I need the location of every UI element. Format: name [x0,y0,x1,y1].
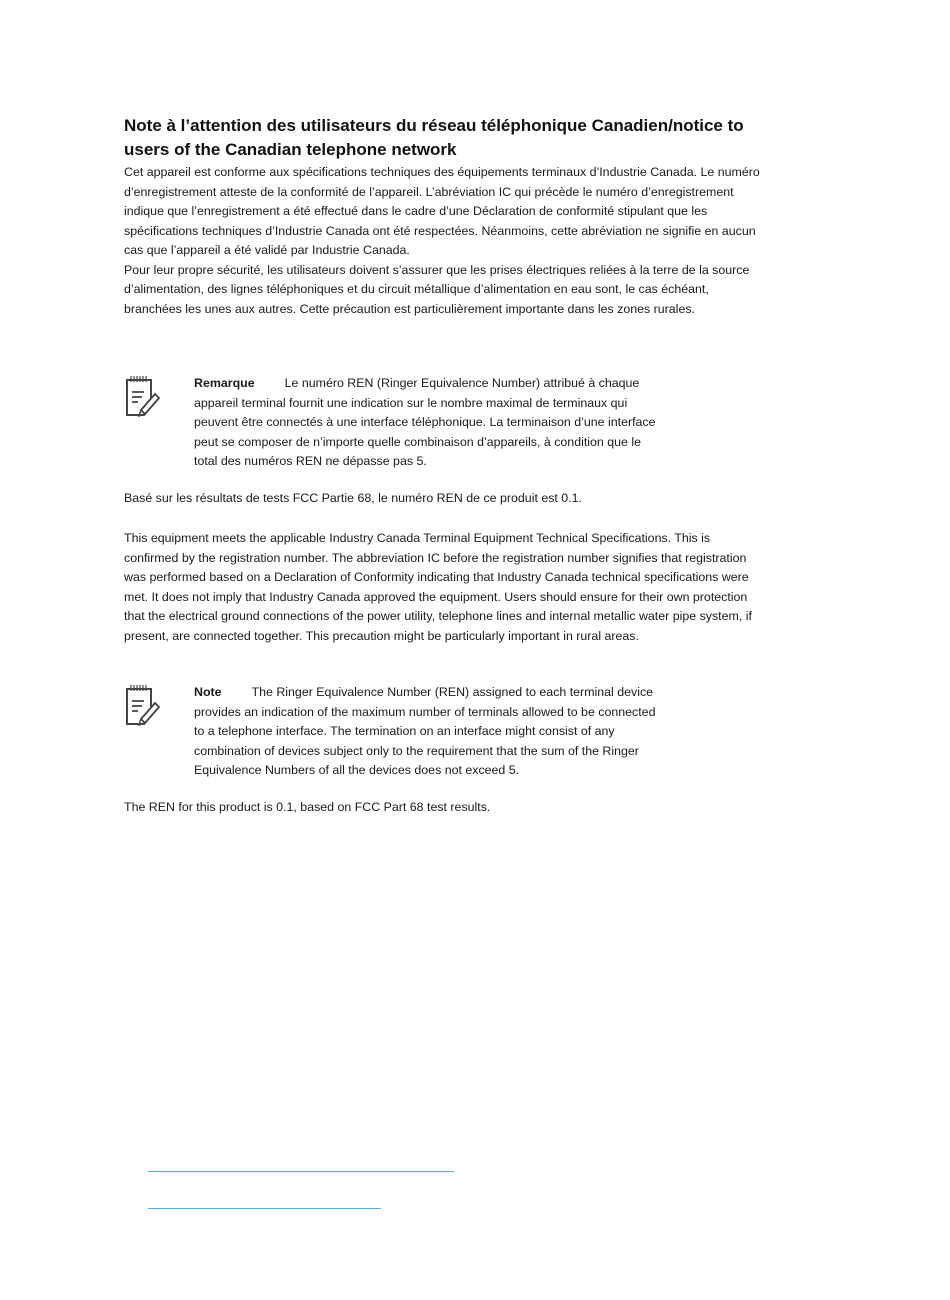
english-note-line-4: combination of devices subject only to the requirement that the sum of the Ringer [194,743,639,758]
french-note-line-1: Le numéro REN (Ringer Equivalence Number) attribué à chaque [284,376,640,390]
english-note-line-5: Equivalence Numbers of all the devices does not exceed 5. [194,763,520,777]
french-note-text [194,374,656,472]
english-note-line-1: The Ringer Equivalence Number (REN) assigned to each terminal device [251,685,654,699]
french-note-line-2: appareil terminal fournit une indication sur le nombre maximal de terminaux qui [194,395,628,410]
note-pencil-icon [124,683,160,729]
page-title [124,114,764,162]
french-section [124,163,764,319]
french-ren-statement: Basé sur les résultats de tests FCC Partie 68, le numéro REN de ce produit est 0.1. [124,491,582,505]
page-title-line2: users of the Canadian telephone network [124,140,457,159]
english-note-text [194,683,655,781]
footer-link-underline-2[interactable] [148,1208,381,1209]
note-pencil-icon [124,374,160,420]
english-ren-statement: The REN for this product is 0.1, based on FCC Part 68 test results. [124,800,491,814]
french-paragraph-1: Cet appareil est conforme aux spécifications techniques des équipements terminaux d’Industrie Canada. Le numéro d’enregistrement atteste de la conformité de l’appareil. L’abréviation IC qui précède le numéro d’enregistrement indique que l’enregistrement a été effectué dans le cadre d’une Déclaration de conformité stipulant que les spécifications techniques d’Industrie Canada ont été respectées. Néanmoins, cette abréviation ne signifie en aucun cas que l’appareil a été validé par Industrie Canada. [124,165,760,257]
french-note-line-4: peut se composer de n’importe quelle combinaison d’appareils, à condition que le [194,434,642,449]
french-note-line-5: total des numéros REN ne dépasse pas 5. [194,454,427,468]
page-title-line1: Note à l’attention des utilisateurs du réseau téléphonique Canadien/notice to [124,116,744,135]
english-note-line-3: to a telephone interface. The termination on an interface might consist of any [194,724,615,738]
footer-link-underline-1[interactable] [148,1171,454,1172]
note-label: Remarque [194,376,255,390]
note-label: Note [194,685,222,699]
english-note-line-2: provides an indication of the maximum number of terminals allowed to be connected [194,704,656,719]
french-paragraph-2: Pour leur propre sécurité, les utilisateurs doivent s’assurer que les prises électriques reliées à la terre de la source d’alimentation, des lignes téléphoniques et du circuit métallique d’alimentation en eau sont, le cas échéant, branchées les unes aux autres. Cette précaution est particulièrement importante dans les zones rurales. [124,262,750,316]
french-note-line-3: peuvent être connectés à une interface téléphonique. La terminaison d’une interface [194,415,656,429]
english-paragraph: This equipment meets the applicable Industry Canada Terminal Equipment Technical Specifications. This is confirmed by the registration number. The abbreviation IC before the registration number signifies that registration was performed based on a Declaration of Conformity indicating that Industry Canada technical specifications were met. It does not imply that Industry Canada approved the equipment. Users should ensure for their own protection that the electrical ground connections of the power utility, telephone lines and internal metallic water pipe system, if present, are connected together. This precaution might be particularly important in rural areas. [124,531,752,643]
